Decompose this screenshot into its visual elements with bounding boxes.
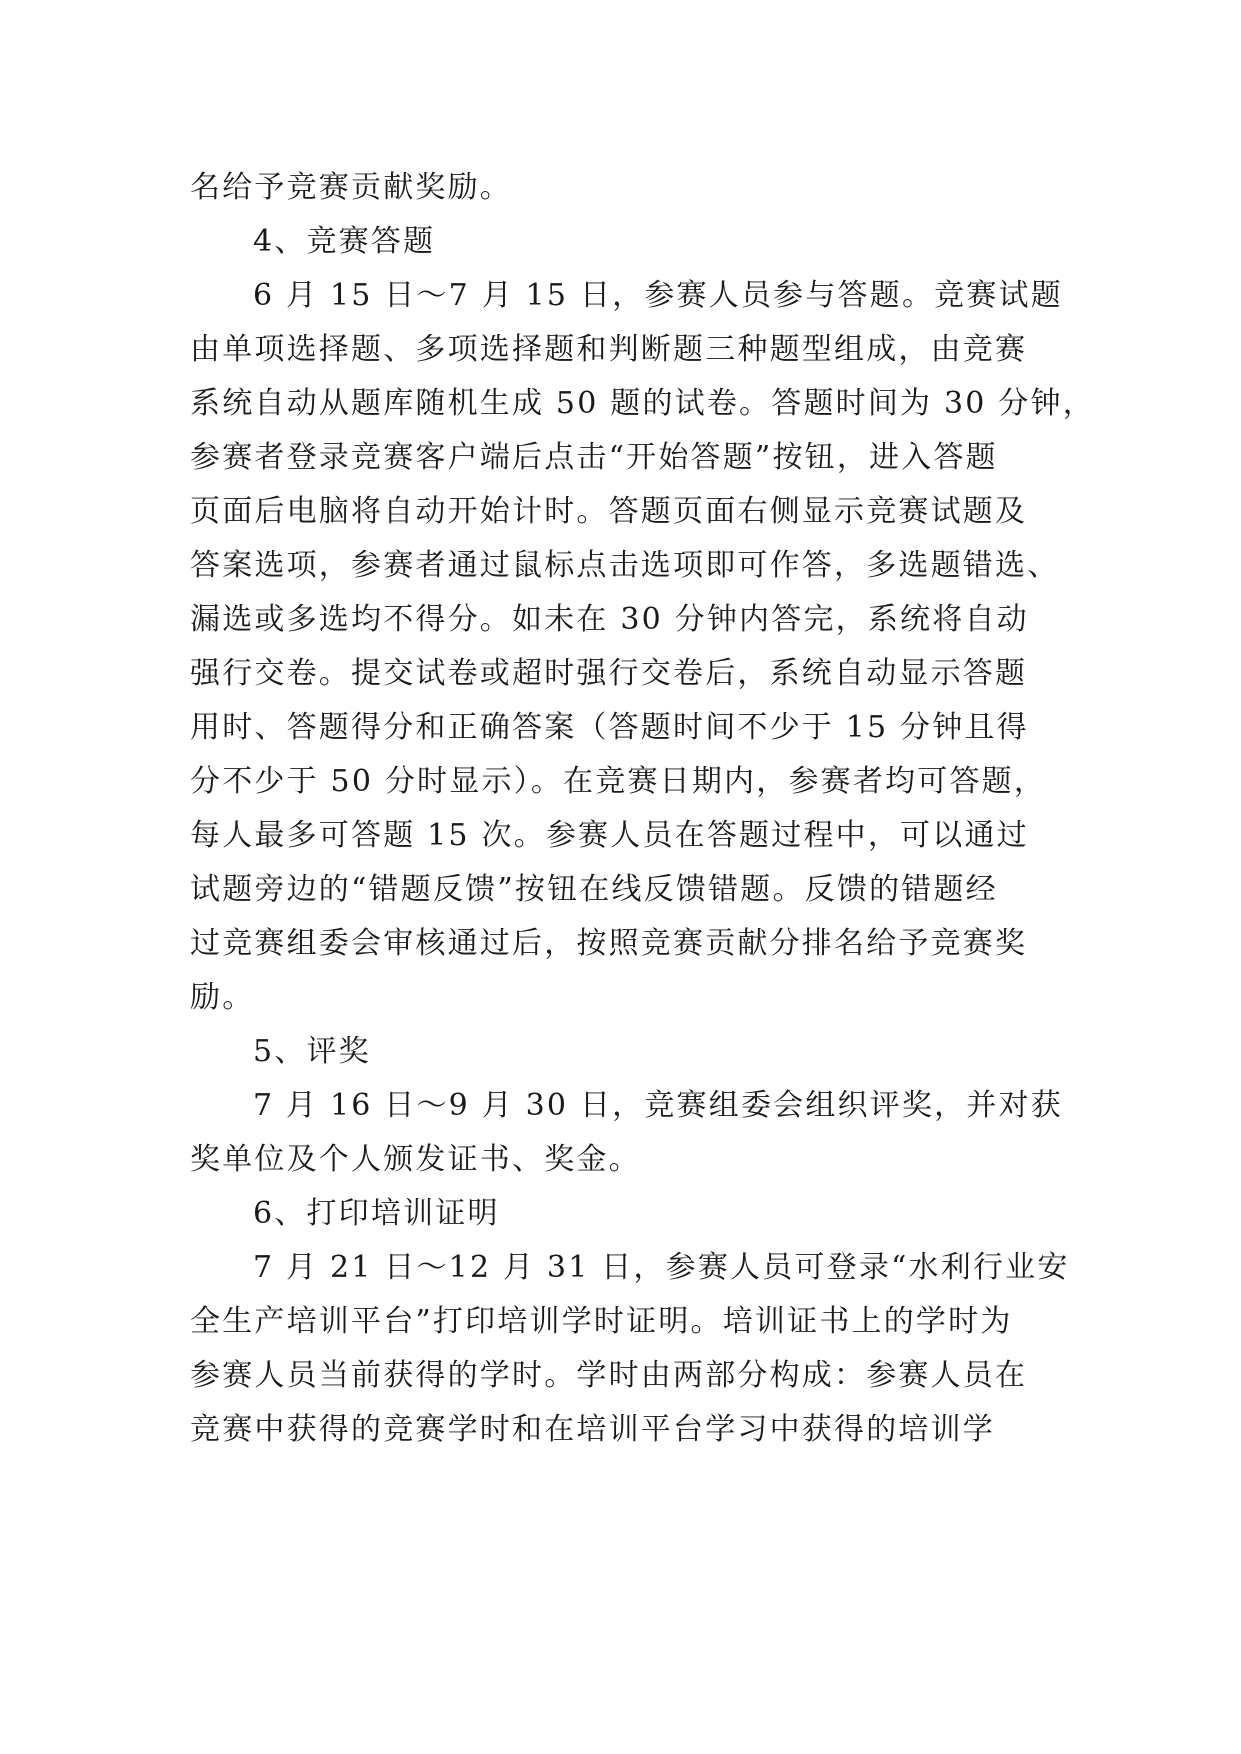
text-line: 试题旁边的“错题反馈”按钮在线反馈错题。反馈的错题经: [190, 872, 998, 907]
text-line: 奖单位及个人颁发证书、奖金。: [190, 1142, 641, 1177]
text-line: 由单项选择题、多项选择题和判断题三种题型组成，由竞赛: [190, 332, 1028, 367]
section-heading-awards: 5、评奖: [253, 1034, 371, 1069]
text-line: 漏选或多选均不得分。如未在 30 分钟内答完，系统将自动: [190, 602, 1029, 637]
text-line: 名给予竞赛贡献奖励。: [190, 170, 512, 205]
text-line: 励。: [190, 980, 255, 1015]
text-line: 竞赛中获得的竞赛学时和在培训平台学习中获得的培训学: [190, 1412, 995, 1447]
text-line: 7 月 21 日～12 月 31 日，参赛人员可登录“水利行业安: [253, 1250, 1070, 1285]
text-line: 参赛者登录竞赛客户端后点击“开始答题”按钮，进入答题: [190, 440, 998, 475]
text-line: 过竞赛组委会审核通过后，按照竞赛贡献分排名给予竞赛奖: [190, 926, 1028, 961]
text-line: 答案选项，参赛者通过鼠标点击选项即可作答，多选题错选、: [190, 548, 1060, 583]
text-line: 分不少于 50 分时显示）。在竞赛日期内，参赛者均可答题，: [190, 764, 1047, 799]
text-line: 7 月 16 日～9 月 30 日，竞赛组委会组织评奖，并对获: [253, 1088, 1063, 1123]
text-line: 用时、答题得分和正确答案（答题时间不少于 15 分钟且得: [190, 710, 1029, 745]
text-line: 系统自动从题库随机生成 50 题的试卷。答题时间为 30 分钟，: [190, 386, 1095, 421]
text-line: 全生产培训平台”打印培训学时证明。培训证书上的学时为: [190, 1304, 1013, 1339]
text-line: 页面后电脑将自动开始计时。答题页面右侧显示竞赛试题及: [190, 494, 1028, 529]
text-line: 强行交卷。提交试卷或超时强行交卷后，系统自动显示答题: [190, 656, 1028, 691]
text-line: 每人最多可答题 15 次。参赛人员在答题过程中，可以通过: [190, 818, 1029, 853]
section-heading-certificate: 6、打印培训证明: [253, 1196, 500, 1231]
text-line: 参赛人员当前获得的学时。学时由两部分构成：参赛人员在: [190, 1358, 1028, 1393]
text-line: 6 月 15 日～7 月 15 日，参赛人员参与答题。竞赛试题: [253, 278, 1063, 313]
section-heading-answering: 4、竞赛答题: [253, 224, 436, 259]
